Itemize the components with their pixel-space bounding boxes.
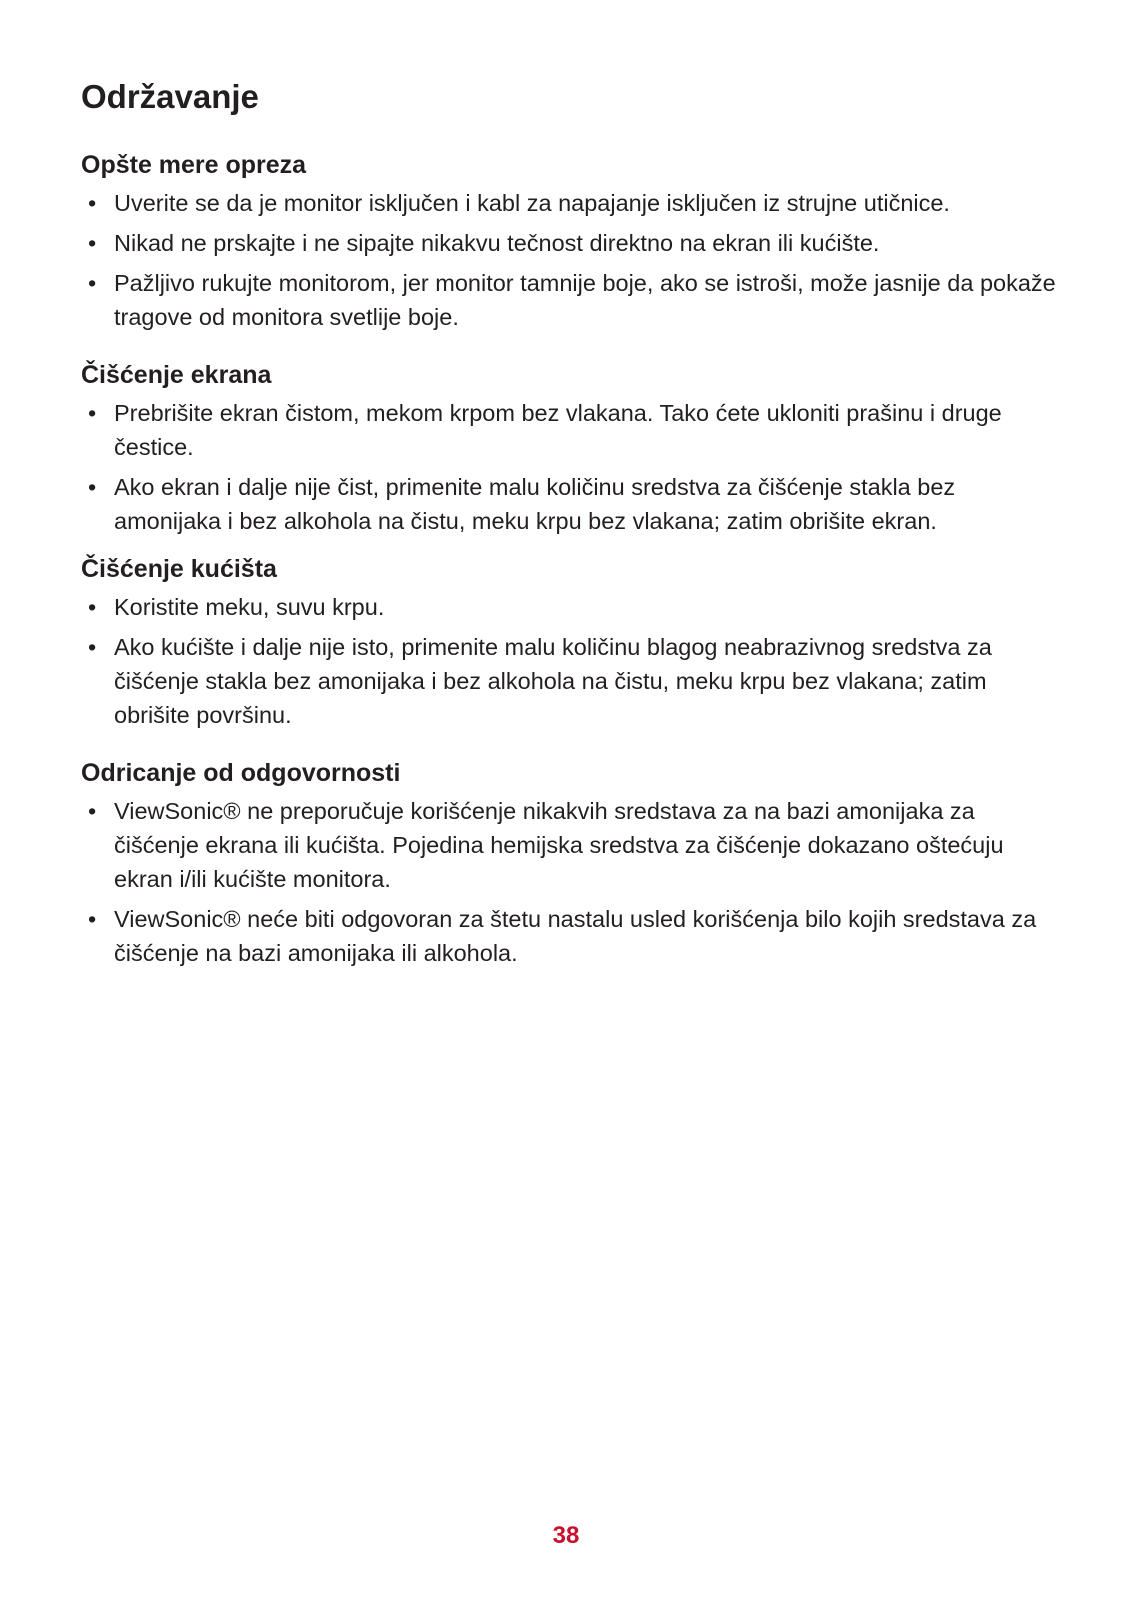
list-item-text: Ako ekran i dalje nije čist, primenite malu količinu sredstva za čišćenje stakla bez amonijaka i bez alkohola na čistu, meku krpu bez vlakana; zatim obrišite ekran. [114, 474, 956, 534]
page-number: 38 [552, 1522, 580, 1549]
bullet-list [81, 396, 1061, 538]
bullet-icon: • [88, 798, 97, 824]
list-item-text: Koristite meku, suvu krpu. [114, 594, 385, 620]
section-screen-cleaning [81, 358, 1061, 538]
list-item [81, 470, 1061, 538]
list-item [81, 590, 1061, 624]
list-item [81, 902, 1061, 970]
bullet-icon: • [88, 634, 97, 660]
document-page [81, 74, 1061, 976]
list-item [81, 226, 1061, 260]
section-heading: Odricanje od odgovornosti [81, 759, 401, 787]
bullet-icon: • [88, 906, 97, 932]
page-title: Održavanje [81, 78, 259, 115]
list-item-text: ViewSonic® ne preporučuje korišćenje nikakvih sredstava za na bazi amonijaka za čišćenje ekrana ili kućišta. Pojedina hemijska sredstva za čišćenje dokazano oštećuju ekran i/ili kućište monitora. [114, 798, 1004, 892]
section-general-precautions [81, 148, 1061, 334]
bullet-icon: • [88, 474, 97, 500]
list-item-text: Uverite se da je monitor isključen i kabl za napajanje isključen iz strujne utičnice. [114, 190, 950, 216]
list-item-text: Nikad ne prskajte i ne sipajte nikakvu tečnost direktno na ekran ili kućište. [114, 230, 880, 256]
section-heading: Opšte mere opreza [81, 151, 307, 179]
bullet-icon: • [88, 400, 97, 426]
list-item-text: Pažljivo rukujte monitorom, jer monitor tamnije boje, ako se istroši, može jasnije da pokaže tragove od monitora svetlije boje. [114, 270, 1056, 330]
list-item [81, 630, 1061, 732]
bullet-icon: • [88, 230, 97, 256]
bullet-list [81, 590, 1061, 732]
list-item [81, 794, 1061, 896]
list-item-text: Prebrišite ekran čistom, mekom krpom bez vlakana. Tako ćete ukloniti prašinu i druge čestice. [114, 400, 1002, 460]
bullet-icon: • [88, 270, 97, 296]
list-item-text: Ako kućište i dalje nije isto, primenite malu količinu blagog neabrazivnog sredstva za čišćenje stakla bez amonijaka i bez alkohola na čistu, meku krpu bez vlakana; zatim obrišite površinu. [114, 634, 992, 728]
section-heading: Čišćenje kućišta [81, 555, 277, 583]
list-item-text: ViewSonic® neće biti odgovoran za štetu nastalu usled korišćenja bilo kojih sredstava za čišćenje na bazi amonijaka ili alkohola. [114, 906, 1037, 966]
bullet-list [81, 186, 1061, 334]
bullet-list [81, 794, 1061, 970]
list-item [81, 266, 1061, 334]
section-heading: Čišćenje ekrana [81, 361, 272, 389]
section-disclaimer [81, 756, 1061, 970]
list-item [81, 186, 1061, 220]
bullet-icon: • [88, 594, 97, 620]
bullet-icon: • [88, 190, 97, 216]
list-item [81, 396, 1061, 464]
section-case-cleaning [81, 552, 1061, 732]
